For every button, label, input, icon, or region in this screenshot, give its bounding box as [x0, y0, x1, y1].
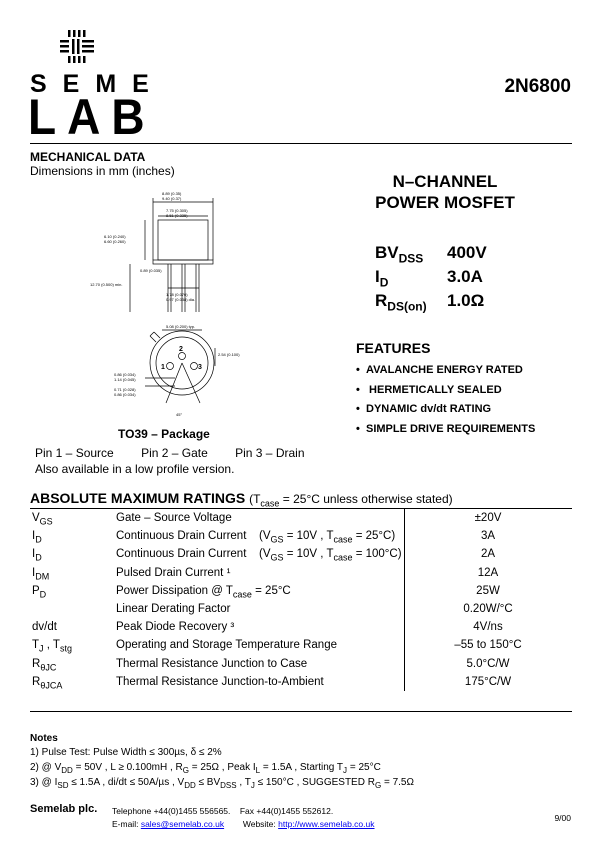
dim-label: 0.89 (0.035) — [140, 268, 162, 273]
rating-symbol: $R_{\theta JC}$ — [32, 657, 57, 672]
ratings-row — [30, 600, 572, 618]
dim-label: 6.10 (0.240) — [104, 234, 126, 239]
ratings-row — [30, 545, 572, 563]
feature-item: • DYNAMIC dv/dt RATING — [356, 403, 492, 415]
rating-description: Linear Derating Factor — [116, 602, 231, 615]
param-name: $BV_{DSS}$ — [375, 243, 424, 266]
param-value: 3.0A — [447, 267, 483, 286]
pin-1-label: Pin 1 – Source — [35, 446, 114, 460]
ratings-row — [30, 509, 572, 527]
rating-symbol: $T_J$ , $T_{stg}$ — [32, 639, 72, 654]
feature-item: • SIMPLE DRIVE REQUIREMENTS — [356, 422, 536, 435]
dim-label: 1.78 (0.070) — [166, 292, 188, 297]
dim-label: 7.75 (0.305) — [166, 208, 188, 213]
pin-label: 2 — [179, 346, 183, 353]
to39-package-drawing — [90, 188, 290, 423]
mechanical-data-title: MECHANICAL DATA — [30, 150, 146, 164]
header-rule — [30, 143, 572, 144]
ratings-row — [30, 673, 572, 691]
rating-description: Continuous Drain Current — [116, 548, 247, 561]
rating-description: Gate – Source Voltage — [116, 512, 232, 524]
website-link[interactable]: http://www.semelab.co.uk — [278, 819, 375, 829]
rating-description: Thermal Resistance Junction-to-Ambient — [116, 675, 324, 688]
ratings-table — [30, 509, 572, 691]
dim-label: 8.51 (0.335) — [166, 213, 188, 218]
ratings-row — [30, 527, 572, 545]
rating-value: 3A — [480, 530, 496, 543]
dim-label: 1.14 (0.045) — [114, 377, 136, 382]
logo-text-top: SEME — [30, 70, 165, 98]
feature-item: • AVALANCHE ENERGY RATED — [356, 364, 523, 376]
features-title: FEATURES — [356, 340, 431, 356]
rating-condition: ($V_{GS} = 10V$ , $T_{case} = 100^\circ C$) — [259, 548, 402, 563]
logo-text-bottom: LAB — [28, 89, 156, 145]
rating-description: Continuous Drain Current — [116, 530, 247, 543]
contact-web: E-mail: sales@semelab.co.uk Website: http://www.semelab.co.uk — [112, 819, 375, 829]
rating-description: Operating and Storage Temperature Range — [116, 639, 337, 652]
device-title-line1: N–CHANNEL — [392, 172, 498, 191]
dim-label: 0.86 (0.034) — [114, 392, 136, 397]
rating-symbol: $I_D$ — [32, 530, 42, 545]
ratings-row — [30, 655, 572, 673]
rating-value: 175°C/W — [464, 675, 512, 688]
rating-value: 25W — [476, 584, 500, 597]
param-value: 1.0Ω — [447, 291, 485, 310]
rating-value: 4V/ns — [473, 621, 503, 634]
device-title — [340, 171, 550, 213]
company-name: Semelab plc. — [30, 803, 98, 815]
package-label: TO39 – Package — [118, 427, 210, 441]
dim-label: 0.86 (0.034) — [114, 372, 136, 377]
rating-value: 12A — [477, 566, 499, 579]
ratings-condition: ($T_{case} = 25^\circ C$ unless otherwise stated) — [249, 492, 453, 509]
dim-label: 45° — [176, 412, 183, 417]
semelab-logo-mark — [58, 30, 104, 66]
dim-label: 2.54 (0.100) — [218, 352, 240, 357]
dim-label: 0.71 (0.028) — [114, 387, 136, 392]
rating-symbol: $I_D$ — [32, 548, 42, 563]
rating-value: 2A — [480, 548, 496, 561]
ratings-row — [30, 618, 572, 636]
rating-description: Power Dissipation @ $T_{case} = 25^\circ C$ — [116, 584, 291, 600]
pin-2-label: Pin 2 – Gate — [141, 446, 208, 460]
note-item: 1) Pulse Test: Pulse Width ≤ 300µs, δ ≤ 2% — [30, 747, 222, 758]
feature-item: • HERMETICALLY SEALED — [356, 383, 502, 396]
device-title-line2: POWER MOSFET — [375, 193, 515, 212]
ratings-title: ABSOLUTE MAXIMUM RATINGS ($T_{case} = 25^\circ C$ unless otherwise stated) — [30, 490, 453, 509]
note-item: 3) @ $I_{SD} \le 1.5A$ , di/dt ≤ 50A/µs , $V_{DD} \le BV_{DSS}$ , $T_J \le 150^\circ C$ , SUGGESTED $R_G = 7.5\Omega$ — [30, 777, 414, 790]
dim-label: 9.40 (0.37) — [162, 196, 182, 201]
rating-symbol: dv/dt — [32, 621, 57, 634]
part-number: 2N6800 — [504, 76, 571, 97]
rating-description: Thermal Resistance Junction to Case — [116, 657, 308, 670]
features-list — [356, 361, 535, 439]
rating-symbol: $R_{\theta JCA}$ — [32, 675, 63, 690]
rating-symbol: $I_{DM}$ — [32, 566, 50, 581]
param-value: 400V — [447, 243, 487, 262]
mechanical-data-subtitle: Dimensions in mm (inches) — [30, 164, 175, 178]
ratings-row — [30, 564, 572, 582]
rating-value: 5.0°C/W — [466, 657, 510, 670]
dim-label: 0.97 (0.038) dia. — [166, 297, 196, 302]
pin-assignment — [35, 446, 329, 460]
dim-label: 8.89 (0.35) — [162, 191, 182, 196]
param-name: $I_D$ — [375, 267, 389, 290]
contact-phone: Telephone +44(0)1455 556565. Fax +44(0)1455 552612. — [112, 806, 334, 816]
ratings-row — [30, 582, 572, 600]
notes-title: Notes — [30, 733, 58, 744]
low-profile-note: Also available in a low profile version. — [35, 462, 235, 476]
note-item: 2) @ $V_{DD} = 50V$ , L ≥ 0.100mH , $R_G = 25\Omega$ , Peak $I_L = 1.5A$ , Starting $T_J = 25^\circ C$ — [30, 762, 381, 775]
dim-label: 12.70 (0.500) min. — [90, 282, 123, 287]
rating-symbol: $V_{GS}$ — [32, 512, 53, 527]
rating-value: ±20V — [474, 512, 502, 524]
revision-date: 9/00 — [554, 813, 571, 823]
param-name: $R_{DS(on)}$ — [375, 291, 427, 314]
dim-label: 5.08 (0.200) typ. — [166, 324, 196, 329]
dim-label: 6.60 (0.260) — [104, 239, 126, 244]
pin-label: 3 — [198, 364, 202, 371]
pin-label: 1 — [161, 364, 165, 371]
ratings-bottom-rule — [30, 711, 572, 712]
rating-value: –55 to 150°C — [454, 639, 522, 652]
rating-symbol: $P_D$ — [32, 584, 47, 600]
email-link[interactable]: sales@semelab.co.uk — [140, 819, 225, 829]
rating-value: 0.20W/°C — [463, 602, 513, 615]
rating-condition: ($V_{GS} = 10V$ , $T_{case} = 25^\circ C$) — [259, 530, 396, 545]
pin-3-label: Pin 3 – Drain — [235, 446, 305, 460]
rating-description: Pulsed Drain Current ¹ — [116, 566, 231, 579]
rating-description: Peak Diode Recovery ³ — [116, 621, 235, 634]
ratings-row — [30, 636, 572, 654]
